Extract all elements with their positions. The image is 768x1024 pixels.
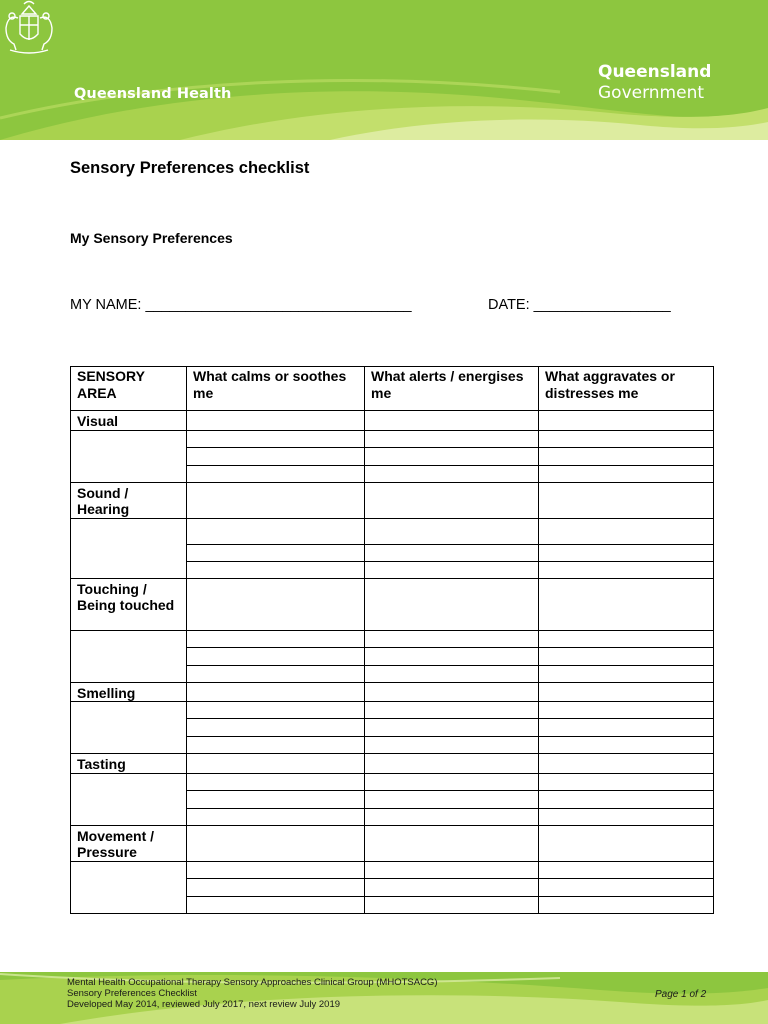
table-cell[interactable] <box>365 630 539 647</box>
table-cell[interactable] <box>187 447 365 465</box>
table-cell[interactable] <box>539 896 714 913</box>
table-cell[interactable] <box>539 447 714 465</box>
table-row <box>71 682 714 702</box>
table-cell[interactable] <box>187 578 365 630</box>
table-cell[interactable] <box>365 790 539 808</box>
footer-line-group: Mental Health Occupational Therapy Sensory Approaches Clinical Group (MHOTSACG) <box>67 977 438 988</box>
table-row <box>71 754 714 774</box>
table-row <box>71 702 714 719</box>
table-cell[interactable] <box>365 773 539 790</box>
footer-text <box>67 977 438 1010</box>
area-blank-cell[interactable] <box>71 518 187 578</box>
table-cell[interactable] <box>365 719 539 737</box>
table-cell[interactable] <box>365 825 539 861</box>
table-row <box>71 411 714 431</box>
table-cell[interactable] <box>539 861 714 878</box>
queensland-health-label: Queensland Health <box>74 86 232 102</box>
table-row <box>71 430 714 447</box>
table-cell[interactable] <box>187 790 365 808</box>
table-cell[interactable] <box>187 773 365 790</box>
table-cell[interactable] <box>539 808 714 825</box>
table-row <box>71 482 714 518</box>
table-cell[interactable] <box>539 665 714 682</box>
section-subtitle: My Sensory Preferences <box>70 230 233 246</box>
table-cell[interactable] <box>539 482 714 518</box>
table-cell[interactable] <box>187 878 365 896</box>
table-cell[interactable] <box>539 878 714 896</box>
table-cell[interactable] <box>187 630 365 647</box>
table-header-row <box>71 367 714 411</box>
table-cell[interactable] <box>187 665 365 682</box>
page-number: Page 1 of 2 <box>655 989 707 1000</box>
table-cell[interactable] <box>365 465 539 482</box>
name-field[interactable]: MY NAME: _________________________________ <box>70 297 412 313</box>
table-cell[interactable] <box>539 518 714 544</box>
table-cell[interactable] <box>539 411 714 431</box>
table-cell[interactable] <box>187 482 365 518</box>
government-label: Government <box>598 83 705 103</box>
table-cell[interactable] <box>365 647 539 665</box>
table-cell[interactable] <box>365 737 539 754</box>
table-cell[interactable] <box>187 825 365 861</box>
table-cell[interactable] <box>365 578 539 630</box>
queensland-government-label: Queensland <box>598 62 712 82</box>
table-row <box>71 578 714 630</box>
table-cell[interactable] <box>187 861 365 878</box>
table-cell[interactable] <box>539 544 714 561</box>
table-cell[interactable] <box>539 754 714 774</box>
table-cell[interactable] <box>365 861 539 878</box>
table-cell[interactable] <box>365 411 539 431</box>
header-banner <box>0 0 768 140</box>
table-cell[interactable] <box>539 430 714 447</box>
area-blank-cell[interactable] <box>71 773 187 825</box>
table-cell[interactable] <box>365 665 539 682</box>
table-row <box>71 773 714 790</box>
table-cell[interactable] <box>365 808 539 825</box>
table-cell[interactable] <box>187 544 365 561</box>
table-cell[interactable] <box>365 430 539 447</box>
table-cell[interactable] <box>187 702 365 719</box>
table-cell[interactable] <box>539 682 714 702</box>
table-cell[interactable] <box>187 518 365 544</box>
table-cell[interactable] <box>365 544 539 561</box>
table-row <box>71 630 714 647</box>
table-cell[interactable] <box>187 430 365 447</box>
header-calms: What calms or soothes me <box>187 367 365 411</box>
area-blank-cell[interactable] <box>71 430 187 482</box>
table-cell[interactable] <box>365 754 539 774</box>
table-cell[interactable] <box>187 808 365 825</box>
table-cell[interactable] <box>365 518 539 544</box>
area-label-movement: Movement / Pressure <box>71 825 187 861</box>
table-cell[interactable] <box>187 411 365 431</box>
table-cell[interactable] <box>187 737 365 754</box>
area-blank-cell[interactable] <box>71 702 187 754</box>
area-label-touching: Touching / Being touched <box>71 578 187 630</box>
queensland-coat-of-arms-icon <box>0 0 58 56</box>
table-cell[interactable] <box>539 702 714 719</box>
area-blank-cell[interactable] <box>71 630 187 682</box>
area-label-visual: Visual <box>71 411 187 431</box>
table-cell[interactable] <box>539 561 714 578</box>
area-label-tasting: Tasting <box>71 754 187 774</box>
table-cell[interactable] <box>187 682 365 702</box>
table-cell[interactable] <box>187 561 365 578</box>
table-cell[interactable] <box>365 561 539 578</box>
header-alerts: What alerts / energises me <box>365 367 539 411</box>
table-cell[interactable] <box>187 754 365 774</box>
table-cell[interactable] <box>365 896 539 913</box>
table-cell[interactable] <box>539 578 714 630</box>
table-row <box>71 825 714 861</box>
page-title: Sensory Preferences checklist <box>70 159 310 177</box>
table-cell[interactable] <box>365 702 539 719</box>
header-aggravates: What aggravates or distresses me <box>539 367 714 411</box>
table-cell[interactable] <box>539 773 714 790</box>
footer-line-review: Developed May 2014, reviewed July 2017, next review July 2019 <box>67 999 341 1010</box>
area-blank-cell[interactable] <box>71 861 187 913</box>
table-row <box>71 861 714 878</box>
table-cell[interactable] <box>365 682 539 702</box>
table-cell[interactable] <box>539 719 714 737</box>
table-cell[interactable] <box>539 825 714 861</box>
table-cell[interactable] <box>539 630 714 647</box>
table-cell[interactable] <box>187 896 365 913</box>
footer-line-document: Sensory Preferences Checklist <box>67 988 197 999</box>
table-cell[interactable] <box>187 647 365 665</box>
date-field[interactable]: DATE: _________________ <box>488 297 671 313</box>
table-cell[interactable] <box>187 465 365 482</box>
table-cell[interactable] <box>539 465 714 482</box>
table-cell[interactable] <box>539 790 714 808</box>
table-cell[interactable] <box>365 447 539 465</box>
table-cell[interactable] <box>187 719 365 737</box>
table-cell[interactable] <box>365 482 539 518</box>
header-sensory-area: SENSORY AREA <box>71 367 187 411</box>
table-row <box>71 518 714 544</box>
table-cell[interactable] <box>365 878 539 896</box>
table-cell[interactable] <box>539 647 714 665</box>
area-label-sound: Sound / Hearing <box>71 482 187 518</box>
area-label-smelling: Smelling <box>71 682 187 702</box>
table-cell[interactable] <box>539 737 714 754</box>
sensory-checklist-table <box>70 366 714 914</box>
